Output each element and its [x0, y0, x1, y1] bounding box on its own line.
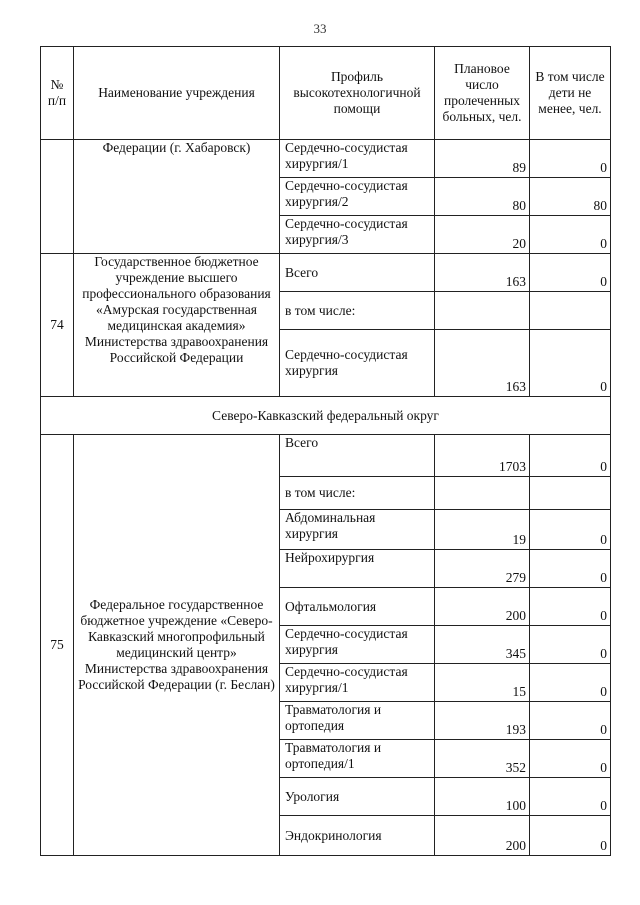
- institution-name: Федеральное государственное бюджетное учреждение «Северо-Кавказский многопрофильный медицинский центр» Министерства здравоохранения Российской Федерации (г. Беслан): [74, 435, 280, 856]
- row-num-cell: [41, 140, 74, 254]
- children-cell: 0: [530, 740, 611, 778]
- plan-cell: 80: [435, 178, 530, 216]
- profile-cell: Сердечно-сосудистая хирургия/1: [280, 664, 435, 702]
- plan-cell: 163: [435, 330, 530, 397]
- profile-cell: Сердечно-сосудистая хирургия: [280, 626, 435, 664]
- plan-cell: 1703: [435, 435, 530, 477]
- header-children: В том числе дети не менее, чел.: [530, 47, 611, 140]
- plan-cell: [435, 292, 530, 330]
- header-plan: Плановое число пролеченных больных, чел.: [435, 47, 530, 140]
- region-row: [41, 397, 611, 435]
- header-profile: Профиль высокотехнологичной помощи: [280, 47, 435, 140]
- plan-cell: [435, 477, 530, 510]
- profile-cell: Сердечно-сосудистая хирургия/2: [280, 178, 435, 216]
- table-row: [41, 140, 611, 178]
- plan-cell: 352: [435, 740, 530, 778]
- plan-cell: 19: [435, 510, 530, 550]
- plan-cell: 279: [435, 550, 530, 588]
- children-cell: 0: [530, 588, 611, 626]
- children-cell: [530, 292, 611, 330]
- children-cell: 0: [530, 254, 611, 292]
- plan-cell: 200: [435, 816, 530, 856]
- institution-name: Государственное бюджетное учреждение высшего профессионального образования «Амурская государственная медицинская академия» Министерства здравоохранения Российской Федерации: [74, 254, 280, 397]
- plan-cell: 163: [435, 254, 530, 292]
- children-cell: 0: [530, 626, 611, 664]
- plan-cell: 20: [435, 216, 530, 254]
- children-cell: 80: [530, 178, 611, 216]
- plan-cell: 193: [435, 702, 530, 740]
- children-cell: 0: [530, 330, 611, 397]
- profile-cell: в том числе:: [280, 477, 435, 510]
- children-cell: 0: [530, 702, 611, 740]
- row-number: 75: [41, 435, 74, 856]
- plan-cell: 89: [435, 140, 530, 178]
- profile-cell: Нейрохирургия: [280, 550, 435, 588]
- children-cell: 0: [530, 435, 611, 477]
- table-row: [41, 435, 611, 477]
- region-title: Северо-Кавказский федеральный округ: [41, 397, 611, 435]
- plan-cell: 15: [435, 664, 530, 702]
- plan-cell: 200: [435, 588, 530, 626]
- institution-name: Федерации (г. Хабаровск): [74, 140, 280, 254]
- children-cell: 0: [530, 140, 611, 178]
- profile-cell: Абдоминальная хирургия: [280, 510, 435, 550]
- plan-cell: 345: [435, 626, 530, 664]
- profile-cell: Всего: [280, 435, 435, 477]
- profile-cell: в том числе:: [280, 292, 435, 330]
- page-number: 33: [313, 21, 327, 36]
- plan-cell: 100: [435, 778, 530, 816]
- profile-cell: Урология: [280, 778, 435, 816]
- children-cell: [530, 477, 611, 510]
- institutions-table: [40, 46, 611, 856]
- children-cell: 0: [530, 216, 611, 254]
- children-cell: 0: [530, 550, 611, 588]
- row-number: 74: [41, 254, 74, 397]
- header-name: Наименование учреждения: [74, 47, 280, 140]
- profile-cell: Офтальмология: [280, 588, 435, 626]
- children-cell: 0: [530, 816, 611, 856]
- profile-cell: Эндокринология: [280, 816, 435, 856]
- children-cell: 0: [530, 664, 611, 702]
- profile-cell: Сердечно-сосудистая хирургия/1: [280, 140, 435, 178]
- children-cell: 0: [530, 778, 611, 816]
- profile-cell: Травматология и ортопедия: [280, 702, 435, 740]
- profile-cell: Сердечно-сосудистая хирургия: [280, 330, 435, 397]
- profile-cell: Травматология и ортопедия/1: [280, 740, 435, 778]
- profile-cell: Всего: [280, 254, 435, 292]
- table-row: [41, 254, 611, 292]
- header-row: [41, 47, 611, 140]
- children-cell: 0: [530, 510, 611, 550]
- header-num: № п/п: [41, 47, 74, 140]
- profile-cell: Сердечно-сосудистая хирургия/3: [280, 216, 435, 254]
